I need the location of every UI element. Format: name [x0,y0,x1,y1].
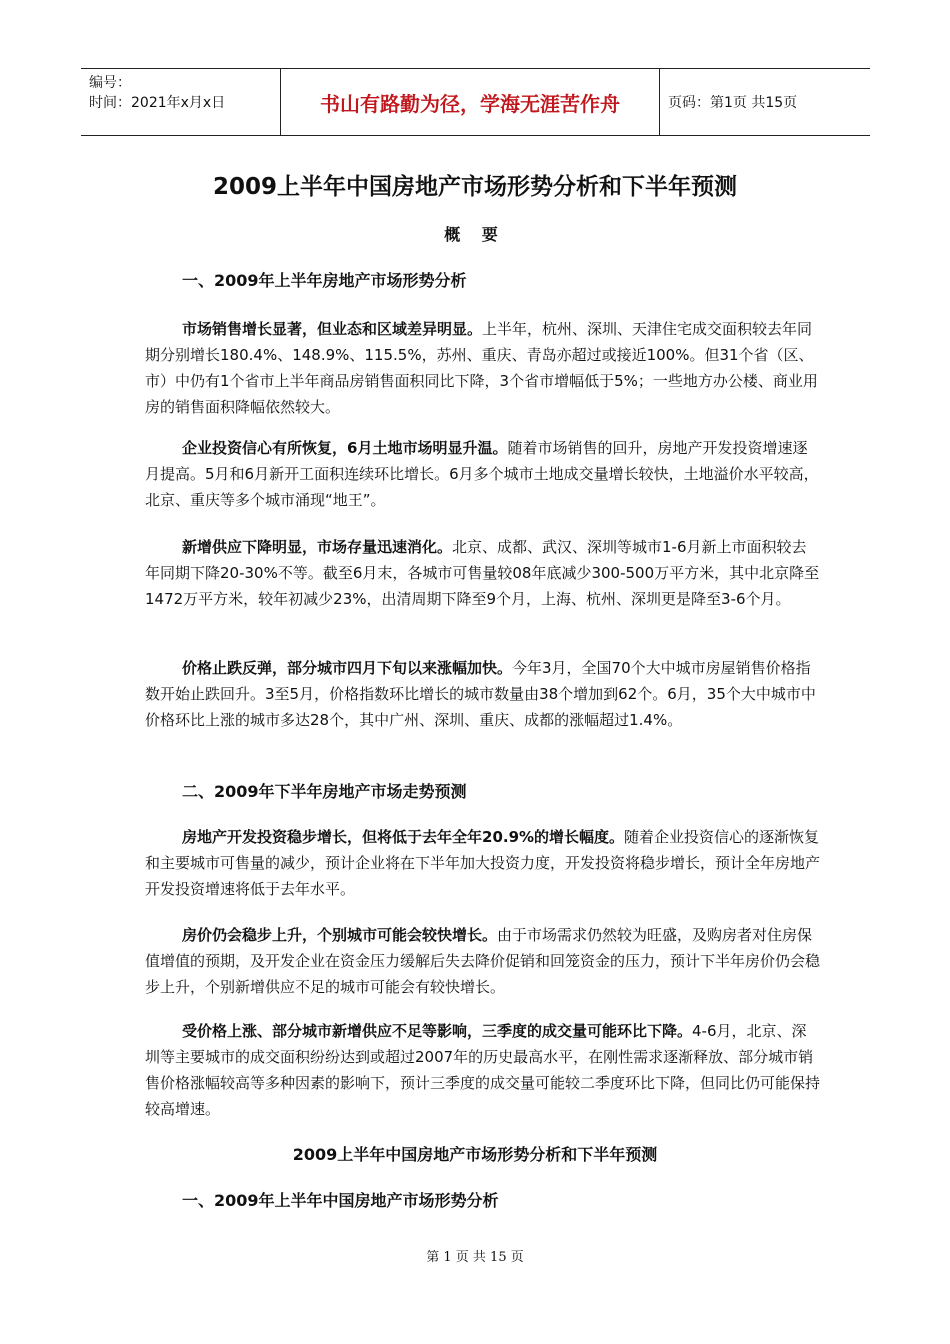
paragraph-lead: 受价格上涨、部分城市新增供应不足等影响，三季度的成交量可能环比下降。 [182,1022,693,1040]
abstract-heading: 概 要 [444,225,506,244]
paragraph-forecast-volume [145,1018,820,1122]
paragraph-sales [145,316,820,420]
section1b-heading: 一、2009年上半年中国房地产市场形势分析 [182,1191,499,1210]
repeat-title: 2009上半年中国房地产市场形势分析和下半年预测 [292,1145,658,1164]
paragraph-body: 今年3月，全国70个大中城市房屋销售价格指数开始止跌回升。3至5月，价格指数环比增长的城市数量由38个增加到62个。6月，35个大中城市中价格环比上涨的城市多达28个，其中广州、深圳、重庆、成都的涨幅超过1.4%。 [145,659,816,729]
paragraph-body: 随着市场销售的回升，房地产开发投资增速逐月提高。5月和6月新开工面积连续环比增长。6月多个城市土地成交量增长较快，土地溢价水平较高，北京、重庆等多个城市涌现“地王”。 [145,439,819,509]
document-title: 2009上半年中国房地产市场形势分析和下半年预测 [212,174,737,200]
header-page-info: 页码：第1页 共15页 [668,95,798,111]
paragraph-forecast-price [145,922,820,1000]
paragraph-lead: 新增供应下降明显，市场存量迅速消化。 [182,538,453,556]
number-label: 编号： [89,75,131,91]
header-motto-cell [281,69,660,135]
paragraph-body: 北京、成都、武汉、深圳等城市1-6月新上市面积较去年同期下降20-30%不等。截至6月末，各城市可售量较08年底减少300-500万平方米，其中北京降至1472万平方米，较年初减少23%，出清周期下降至9个月，上海、杭州、深圳更是降至3-6个月。 [145,538,820,608]
paragraph-body: 由于市场需求仍然较为旺盛，及购房者对住房保值增值的预期，及开发企业在资金压力缓解后失去降价促销和回笼资金的压力，预计下半年房价仍会稳步上升，个别新增供应不足的城市可能会有较快增长。 [145,926,821,996]
paragraph-lead: 房地产开发投资稳步增长，但将低于去年全年20.9%的增长幅度。 [182,828,625,846]
paragraph-body: 上半年，杭州、深圳、天津住宅成交面积较去年同期分别增长180.4%、148.9%、115.5%，苏州、重庆、青岛亦超过或接近100%。但31个省（区、市）中仍有1个省市上半年商品房销售面积同比下降，3个省市增幅低于5%；一些地方办公楼、商业用房的销售面积降幅依然较大。 [145,320,818,416]
paragraph-forecast-investment [145,824,820,902]
paragraph-lead: 企业投资信心有所恢复，6月土地市场明显升温。 [182,439,508,457]
paragraph-lead: 价格止跌反弹，部分城市四月下旬以来涨幅加快。 [182,659,513,677]
paragraph-price [145,655,820,733]
time-label: 时间：2021年x月x日 [89,95,226,111]
paragraph-investment [145,435,820,513]
paragraph-lead: 市场销售增长显著，但业态和区域差异明显。 [182,320,483,338]
paragraph-body: 随着企业投资信心的逐渐恢复和主要城市可售量的减少，预计企业将在下半年加大投资力度，开发投资将稳步增长，预计全年房地产开发投资增速将低于去年水平。 [145,828,821,898]
header-motto: 书山有路勤为径，学海无涯苦作舟 [320,91,620,116]
paragraph-supply [145,534,820,612]
section1-heading: 一、2009年上半年房地产市场形势分析 [182,271,467,290]
paragraph-body: 4-6月，北京、深圳等主要城市的成交面积纷纷达到或超过2007年的历史最高水平，在刚性需求逐渐释放、部分城市销售价格涨幅较高等多种因素的影响下，预计三季度的成交量可能较二季度环比下降，但同比仍可能保持较高增速。 [145,1022,821,1118]
paragraph-lead: 房价仍会稳步上升，个别城市可能会较快增长。 [182,926,498,944]
section2-heading: 二、2009年下半年房地产市场走势预测 [182,782,467,801]
header-meta [81,69,281,135]
page-header [81,68,870,136]
page-footer: 第 1 页 共 15 页 [426,1250,524,1265]
